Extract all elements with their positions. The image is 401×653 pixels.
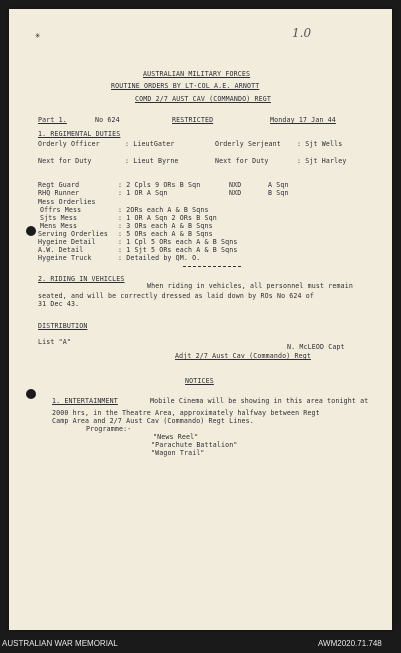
distribution-list: List "A" <box>38 338 71 346</box>
pin-mark-icon: ✳ <box>35 31 41 41</box>
programme-item: "News Reel" <box>153 433 199 441</box>
archive-credit: AUSTRALIAN WAR MEMORIAL <box>2 639 118 648</box>
header-line-3: COMD 2/7 AUST CAV (COMMANDO) REGT <box>135 95 271 103</box>
next-duty-value: : Lieut Byrne <box>125 157 179 165</box>
duty-label: Serving Orderlies <box>38 230 109 238</box>
section-2-heading: 2. RIDING IN VEHICLES <box>38 275 125 283</box>
notice-line: Mobile Cinema will be showing in this area tonight at <box>150 397 369 405</box>
notice-line: Camp Area and 2/7 Aust Cav (Commando) Regt Lines. <box>52 417 254 425</box>
duty-label: Sjts Mess <box>40 214 78 222</box>
classification: RESTRICTED <box>172 116 214 124</box>
orderly-officer-value: : LieutGater <box>125 140 175 148</box>
duty-label: RHQ Runner <box>38 189 80 197</box>
punch-hole <box>26 389 36 399</box>
duty-value: : 1 Sjt 5 ORs each A & B Sqns <box>118 246 238 254</box>
programme-item: "Parachute Battalion" <box>151 441 238 449</box>
section-1-heading: 1. REGIMENTAL DUTIES <box>38 130 121 138</box>
duty-label: Hygeine Truck <box>38 254 92 262</box>
duty-label: Mens Mess <box>40 222 78 230</box>
header-line-2: ROUTINE ORDERS BY LT-COL A.E. ARNOTT <box>111 82 260 90</box>
duty-value: : Detailed by QM. O. <box>118 254 201 262</box>
next-duty-value-2: : Sjt Harley <box>297 157 347 165</box>
order-date: Monday 17 Jan 44 <box>270 116 336 124</box>
distribution-heading: DISTRIBUTION <box>38 322 88 330</box>
punch-hole <box>26 226 36 236</box>
duty-label: Hygeine Detail <box>38 238 96 246</box>
orderly-serjeant-label: Orderly Serjeant <box>215 140 281 148</box>
duty-value: : 3 ORs each A & B Sqns <box>118 222 213 230</box>
next-duty-label-2: Next for Duty <box>215 157 269 165</box>
duty-value: : 1 OR A Sqn 2 ORs B Sqn <box>118 214 217 222</box>
notice-line: 2000 hrs, in the Theatre Area, approximately halfway between Regt <box>52 409 320 417</box>
signature-title: Adjt 2/7 Aust Cav (Commando) Regt <box>175 352 311 360</box>
section-2-line: When riding in vehicles, all personnel must remain <box>147 282 353 290</box>
duty-value: : 2ORs each A & B Sqns <box>118 206 209 214</box>
orderly-officer-label: Orderly Officer <box>38 140 100 148</box>
duty-value: : 2 Cpls 9 ORs B Sqn <box>118 181 201 189</box>
duty-label: Mess Orderlies <box>38 198 96 206</box>
entertainment-heading: 1. ENTERTAINMENT <box>52 397 118 405</box>
duty-label: Offrs Mess <box>40 206 82 214</box>
duty-value: : 1 Cpl 5 ORs each A & B Sqns <box>118 238 238 246</box>
next-duty-label: Next for Duty <box>38 157 92 165</box>
signature-name: N. McLEOD Capt <box>287 343 345 351</box>
orderly-serjeant-value: : Sjt Wells <box>297 140 343 148</box>
programme-label: Programme:- <box>86 425 132 433</box>
duty-extra-sqn: A Sqn <box>268 181 289 189</box>
section-2-line: 31 Dec 43. <box>38 300 80 308</box>
duty-extra-sqn: B Sqn <box>268 189 289 197</box>
duty-extra: NXD <box>229 189 242 197</box>
part-label: Part 1. <box>38 116 67 124</box>
duty-label: Regt Guard <box>38 181 80 189</box>
duty-value: : 1 OR A Sqn <box>118 189 168 197</box>
duty-value: : 5 ORs each A & B Sqns <box>118 230 213 238</box>
notices-heading: NOTICES <box>185 377 214 385</box>
duty-extra: NXD <box>229 181 242 189</box>
header-line-1: AUSTRALIAN MILITARY FORCES <box>143 70 251 78</box>
handwritten-page-mark: 1.0 <box>292 26 312 40</box>
archive-reference: AWM2020.71.748 <box>318 639 382 648</box>
order-number: No 624 <box>95 116 120 124</box>
section-divider <box>183 266 241 267</box>
section-2-line: seated, and will be correctly dressed as laid down by ROs No 624 of <box>38 292 315 300</box>
duty-label: A.W. Detail <box>38 246 84 254</box>
programme-item: "Wagon Trail" <box>151 449 205 457</box>
